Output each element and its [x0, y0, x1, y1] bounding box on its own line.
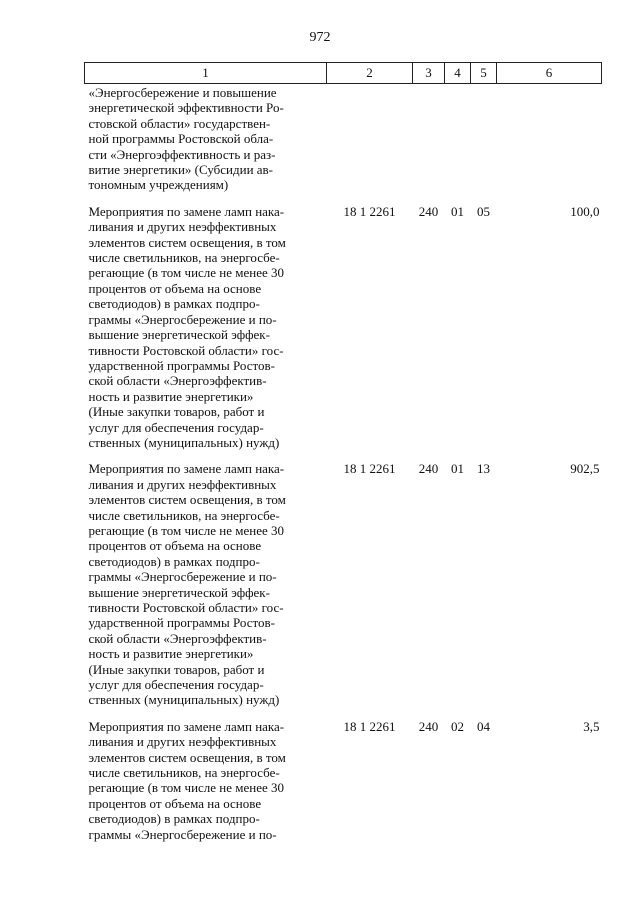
row-vr: 240 [418, 461, 439, 477]
row-pr: 13 [477, 461, 490, 477]
row-name: Мероприятия по замене ламп нака- ливания и других неэффективных элементов систем освещения, в том числе светильников, на энергосбе- регающие (в том числе не менее 30 процентов от объема на основе светодиодов) в рамках подпро- граммы «Энергосбережение и по- вышение энергетической эффек- тивности Ростовской области» гос- ударственной программы Ростов- ской области «Энергоэффектив- ность и развитие энергетики» (Иные закупки товаров, работ и услуг для обеспечения государ- ственных (муниципальных) нужд) [88, 203, 286, 450]
table-body [85, 84, 602, 843]
row-rz [445, 84, 471, 193]
row-pr: 05 [477, 203, 490, 219]
header-col-5: 5 [471, 63, 497, 84]
row-csr: 18 1 2261 [343, 203, 396, 219]
row-pr: 04 [477, 718, 490, 734]
header-row [85, 63, 602, 84]
table-row [85, 450, 602, 708]
header-col-1: 1 [85, 63, 327, 84]
row-rz: 02 [451, 718, 464, 734]
header-col-2: 2 [327, 63, 413, 84]
budget-table [84, 62, 602, 842]
header-col-4: 4 [445, 63, 471, 84]
row-csr: 18 1 2261 [343, 461, 396, 477]
table-row [85, 193, 602, 451]
row-name: Мероприятия по замене ламп нака- ливания и других неэффективных элементов систем освещения, в том числе светильников, на энергосбе- регающие (в том числе не менее 30 процентов от объема на основе светодиодов) в рамках подпро- граммы «Энергосбережение и по- вышение энергетической эффек- тивности Ростовской области» гос- ударственной программы Ростов- ской области «Энергоэффектив- ность и развитие энергетики» (Иные закупки товаров, работ и услуг для обеспечения государ- ственных (муниципальных) нужд) [88, 461, 286, 708]
row-rz: 01 [451, 461, 464, 477]
row-sum: 3,5 [583, 718, 600, 734]
row-rz: 01 [451, 203, 464, 219]
header-col-3: 3 [413, 63, 445, 84]
row-pr [471, 84, 497, 193]
row-vr [413, 84, 445, 193]
row-name: «Энергосбережение и повышение энергетической эффективности Ро- стовской области» государствен- ной программы Ростовской обла- сти «Энергоэффективность и раз- витие энергетики» (Субсидии ав- тономным учреждениям) [88, 85, 284, 193]
page-number: 972 [309, 30, 331, 45]
row-vr: 240 [418, 718, 439, 734]
header-col-6: 6 [497, 63, 602, 84]
row-vr: 240 [418, 203, 439, 219]
row-sum [497, 84, 602, 193]
table-row [85, 84, 602, 193]
table-row [85, 708, 602, 842]
row-name: Мероприятия по замене ламп нака- ливания и других неэффективных элементов систем освещения, в том числе светильников, на энергосбе- регающие (в том числе не менее 30 процентов от объема на основе светодиодов) в рамках подпро- граммы «Энергосбережение и по- [88, 718, 286, 842]
table-header [85, 63, 602, 84]
row-sum: 902,5 [570, 461, 600, 477]
row-csr: 18 1 2261 [343, 718, 396, 734]
row-csr [327, 84, 413, 193]
row-sum: 100,0 [570, 203, 600, 219]
